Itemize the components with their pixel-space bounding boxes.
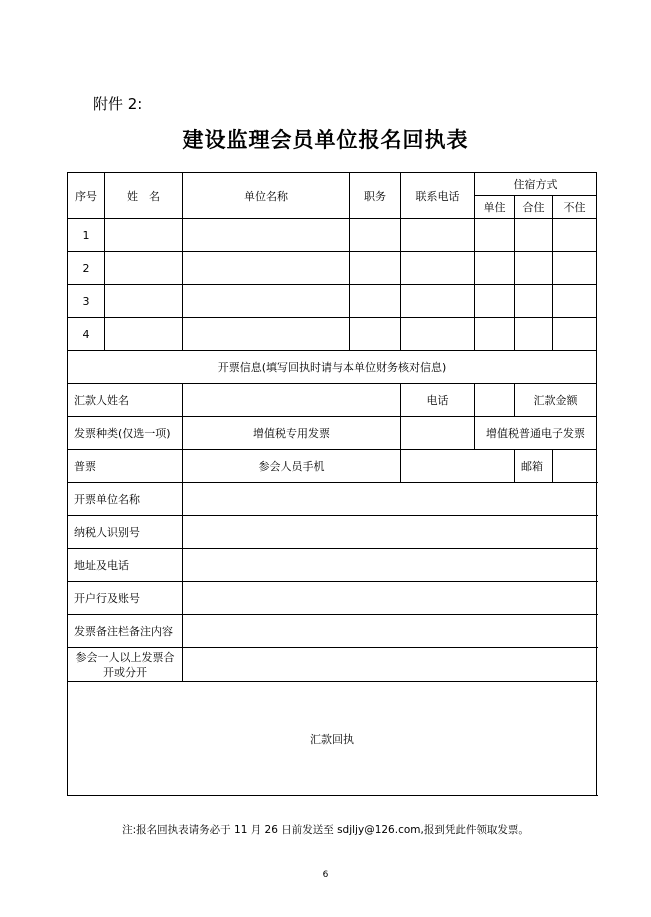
none-cell[interactable] [553, 219, 597, 252]
unit-cell[interactable] [183, 285, 350, 318]
unit-cell[interactable] [183, 252, 350, 285]
registration-form-table [67, 172, 597, 796]
single-cell[interactable] [475, 252, 515, 285]
shared-cell[interactable] [515, 252, 553, 285]
phone-cell[interactable] [401, 219, 475, 252]
unit-cell[interactable] [183, 318, 350, 351]
table-row [68, 219, 597, 252]
position-cell[interactable] [350, 252, 401, 285]
email-label: 邮箱 [515, 450, 553, 483]
position-cell[interactable] [350, 318, 401, 351]
unit-cell[interactable] [183, 219, 350, 252]
header-lodging: 住宿方式 [475, 173, 597, 196]
name-cell[interactable] [105, 219, 183, 252]
row-number: 1 [68, 219, 105, 252]
none-cell[interactable] [553, 285, 597, 318]
table-row [68, 285, 597, 318]
remitter-name-field[interactable] [183, 384, 401, 417]
shared-cell[interactable] [515, 219, 553, 252]
page-number: 6 [322, 870, 329, 880]
remittance-receipt-area[interactable]: 汇款回执 [68, 682, 597, 796]
vat-special-option: 增值税专用发票 [183, 417, 401, 450]
header-position: 职务 [350, 173, 401, 219]
single-cell[interactable] [475, 318, 515, 351]
phone-cell[interactable] [401, 285, 475, 318]
multi-person-field[interactable] [183, 648, 597, 682]
taxpayer-id-label: 纳税人识别号 [68, 516, 183, 549]
position-cell[interactable] [350, 219, 401, 252]
single-cell[interactable] [475, 219, 515, 252]
shared-cell[interactable] [515, 285, 553, 318]
shared-cell[interactable] [515, 318, 553, 351]
attendee-mobile-field[interactable] [401, 450, 515, 483]
phone-label: 电话 [401, 384, 475, 417]
bank-account-field[interactable] [183, 582, 597, 615]
none-cell[interactable] [553, 252, 597, 285]
phone-cell[interactable] [401, 318, 475, 351]
company-name-label: 开票单位名称 [68, 483, 183, 516]
header-lodging-single: 单住 [475, 196, 515, 219]
row-number: 4 [68, 318, 105, 351]
header-seq: 序号 [68, 173, 105, 219]
table-row [68, 252, 597, 285]
name-cell[interactable] [105, 252, 183, 285]
vat-special-checkbox[interactable] [401, 417, 475, 450]
remark-content-label: 发票备注栏备注内容 [68, 615, 183, 648]
invoice-type-label: 发票种类(仅选一项) [68, 417, 183, 450]
plain-invoice-label: 普票 [68, 450, 183, 483]
bank-account-label: 开户行及账号 [68, 582, 183, 615]
name-cell[interactable] [105, 285, 183, 318]
attachment-label: 附件 2: [93, 95, 143, 113]
multi-person-label: 参会一人以上发票合开或分开 [68, 648, 183, 682]
phone-field[interactable] [475, 384, 515, 417]
phone-cell[interactable] [401, 252, 475, 285]
remit-amount-label: 汇款金额 [515, 384, 597, 417]
header-phone: 联系电话 [401, 173, 475, 219]
invoice-section-title: 开票信息(填写回执时请与本单位财务核对信息) [68, 351, 597, 384]
position-cell[interactable] [350, 285, 401, 318]
address-phone-label: 地址及电话 [68, 549, 183, 582]
none-cell[interactable] [553, 318, 597, 351]
remitter-name-label: 汇款人姓名 [68, 384, 183, 417]
header-name: 姓 名 [105, 173, 183, 219]
address-phone-field[interactable] [183, 549, 597, 582]
header-lodging-shared: 合住 [515, 196, 553, 219]
vat-electronic-option: 增值税普通电子发票 [475, 417, 597, 450]
remark-content-field[interactable] [183, 615, 597, 648]
footer-note: 注:报名回执表请务必于 11 月 26 日前发送至 sdjljy@126.com,报到凭此件领取发票。 [122, 824, 529, 836]
company-name-field[interactable] [183, 483, 597, 516]
single-cell[interactable] [475, 285, 515, 318]
form-title: 建设监理会员单位报名回执表 [182, 128, 469, 152]
row-number: 3 [68, 285, 105, 318]
table-row [68, 318, 597, 351]
header-lodging-none: 不住 [553, 196, 597, 219]
email-field[interactable] [553, 450, 597, 483]
taxpayer-id-field[interactable] [183, 516, 597, 549]
name-cell[interactable] [105, 318, 183, 351]
row-number: 2 [68, 252, 105, 285]
header-unit: 单位名称 [183, 173, 350, 219]
attendee-mobile-label: 参会人员手机 [183, 450, 401, 483]
